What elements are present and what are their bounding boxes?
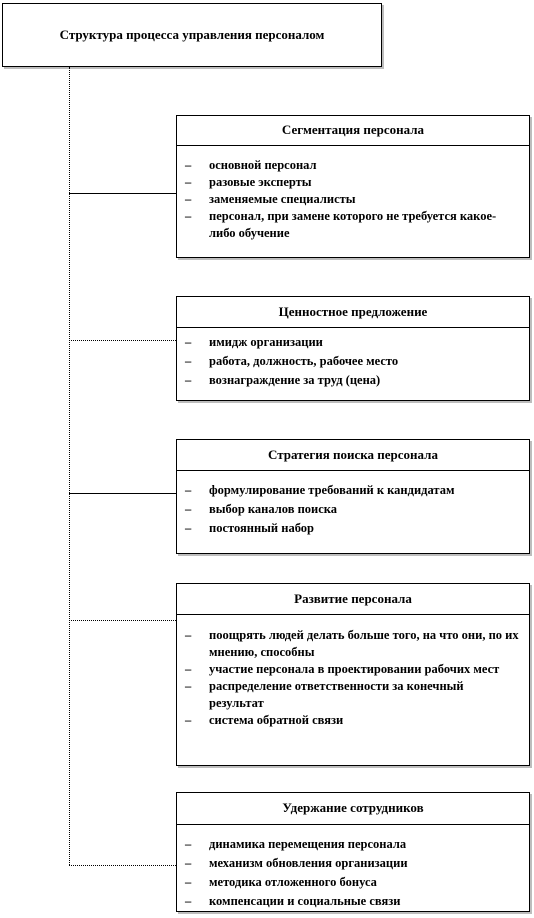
list-item: – основной персонал (177, 157, 529, 174)
section-value-proposition (176, 296, 530, 401)
list-item: – заменяемые специалисты (177, 191, 529, 208)
item-list (177, 825, 529, 911)
list-item: – распределение ответственности за конечный результат (177, 678, 529, 712)
list-item: – динамика перемещения персонала (177, 835, 529, 854)
section-title: Ценностное предложение (177, 297, 529, 328)
list-item: – методика отложенного бонуса (177, 873, 529, 892)
connector-development (69, 620, 176, 621)
list-item: – работа, должность, рабочее место (177, 352, 529, 371)
item-list (177, 328, 529, 390)
root-box (2, 3, 382, 67)
item-list (177, 471, 529, 538)
section-retention (176, 792, 530, 912)
connector-search (69, 493, 176, 494)
connector-value (69, 340, 176, 341)
list-item: – имидж организации (177, 333, 529, 352)
connector-segmentation (69, 193, 176, 194)
main-connector (69, 67, 70, 865)
list-item: – постоянный набор (177, 519, 529, 538)
list-item: – поощрять людей делать больше того, на что они, по их мнению, способны (177, 627, 529, 661)
section-development (176, 583, 530, 766)
list-item: – формулирование требований к кандидатам (177, 481, 529, 500)
diagram-title: Структура процесса управления персоналом (59, 27, 325, 42)
list-item: – разовые эксперты (177, 174, 529, 191)
list-item: – система обратной связи (177, 712, 529, 729)
list-item: – персонал, при замене которого не требуется какое-либо обучение (177, 208, 529, 242)
list-item: – механизм обновления организации (177, 854, 529, 873)
section-title: Удержание сотрудников (177, 793, 529, 825)
list-item: – выбор каналов поиска (177, 500, 529, 519)
section-title: Развитие персонала (177, 584, 529, 615)
list-item: – компенсации и социальные связи (177, 892, 529, 911)
connector-retention (69, 865, 176, 866)
list-item: – вознаграждение за труд (цена) (177, 371, 529, 390)
section-segmentation (176, 115, 530, 258)
section-title: Стратегия поиска персонала (177, 440, 529, 471)
section-title: Сегментация персонала (177, 116, 529, 146)
list-item: – участие персонала в проектировании рабочих мест (177, 661, 529, 678)
item-list (177, 615, 529, 729)
section-search-strategy (176, 439, 530, 554)
item-list (177, 146, 529, 242)
